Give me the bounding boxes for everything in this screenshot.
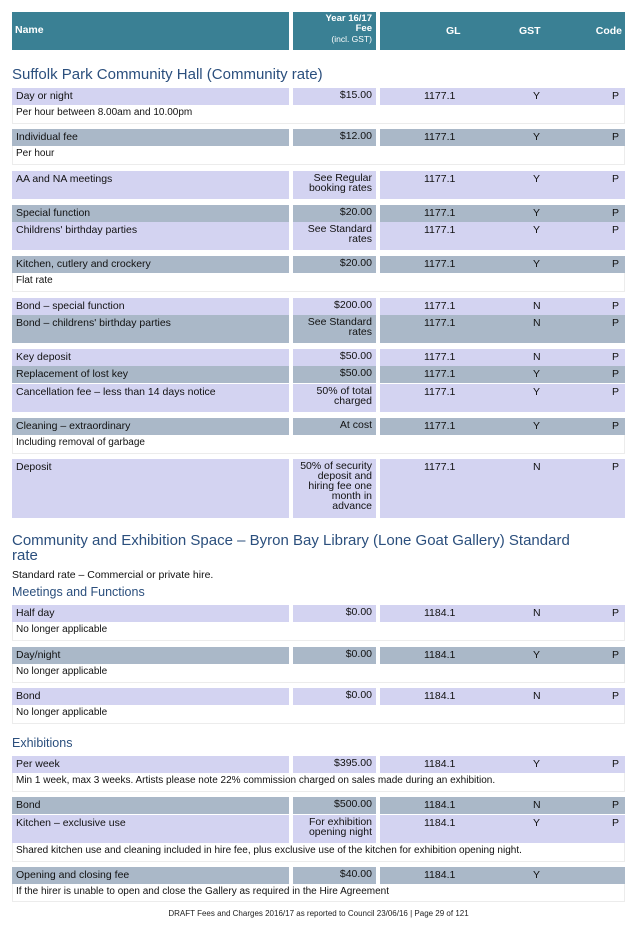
table-row	[12, 349, 625, 366]
row-fee: $50.00	[293, 366, 376, 383]
row-name: AA and NA meetings	[12, 171, 289, 199]
row-codes: 1184.1 Y P	[380, 756, 625, 773]
header-gst: GST	[519, 25, 541, 37]
table-row	[12, 867, 625, 884]
row-fee: $0.00	[293, 688, 376, 705]
page-footer: DRAFT Fees and Charges 2016/17 as reported to Council 23/06/16 | Page 29 of 121	[168, 909, 469, 918]
row-fee: $200.00	[293, 298, 376, 315]
table-row	[12, 815, 625, 843]
row-name: Bond	[12, 688, 289, 705]
header-fee	[293, 12, 376, 50]
row-codes: 1184.1 Y P	[380, 647, 625, 664]
row-name: Bond – childrens' birthday parties	[12, 315, 289, 343]
table-row	[12, 756, 625, 773]
row-codes: 1184.1 Y P	[380, 815, 625, 843]
row-name: Per week	[12, 756, 289, 773]
row-fee: $15.00	[293, 88, 376, 105]
row-codes: 1184.1 Y	[380, 867, 625, 884]
row-comment: If the hirer is unable to open and close the Gallery as required in the Hire Agreement	[12, 884, 625, 902]
row-codes: 1177.1 Y P	[380, 171, 625, 199]
header-gl: GL	[446, 25, 461, 37]
table-row	[12, 647, 625, 664]
row-fee: $0.00	[293, 605, 376, 622]
table-row	[12, 171, 625, 199]
table-row	[12, 418, 625, 435]
row-codes: 1184.1 N P	[380, 605, 625, 622]
row-codes: 1184.1 N P	[380, 688, 625, 705]
row-name: Individual fee	[12, 129, 289, 146]
row-name: Day or night	[12, 88, 289, 105]
table-row	[12, 256, 625, 273]
table-row	[12, 797, 625, 814]
row-fee: $12.00	[293, 129, 376, 146]
row-comment: No longer applicable	[12, 705, 625, 724]
row-comment: Min 1 week, max 3 weeks. Artists please note 22% commission charged on sales made during an exhibition.	[12, 773, 625, 792]
row-codes: 1177.1 N P	[380, 459, 625, 518]
row-fee: See Standard rates	[293, 315, 376, 343]
row-codes: 1177.1 Y P	[380, 366, 625, 383]
section-note: Standard rate – Commercial or private hire.	[12, 569, 214, 581]
row-name: Bond – special function	[12, 298, 289, 315]
row-name: Bond	[12, 797, 289, 814]
header-fee-line3: (incl. GST)	[331, 34, 372, 44]
subsection-title: Meetings and Functions	[12, 585, 145, 599]
table-header	[12, 12, 625, 50]
table-row	[12, 384, 625, 412]
row-name: Kitchen – exclusive use	[12, 815, 289, 843]
row-name: Replacement of lost key	[12, 366, 289, 383]
row-codes: 1177.1 N P	[380, 349, 625, 366]
row-fee: For exhibition opening night	[293, 815, 376, 843]
table-row	[12, 205, 625, 222]
header-code: Code	[595, 25, 622, 37]
table-row	[12, 298, 625, 315]
row-codes: 1177.1 Y P	[380, 88, 625, 105]
row-name: Half day	[12, 605, 289, 622]
table-row	[12, 88, 625, 105]
table-row	[12, 688, 625, 705]
row-name: Cancellation fee – less than 14 days notice	[12, 384, 289, 412]
table-row	[12, 222, 625, 250]
row-codes: 1177.1 Y P	[380, 205, 625, 222]
row-codes: 1177.1 N P	[380, 298, 625, 315]
row-fee: $20.00	[293, 256, 376, 273]
row-codes: 1177.1 Y P	[380, 418, 625, 435]
row-fee: See Standard rates	[293, 222, 376, 250]
row-fee: See Regular booking rates	[293, 171, 376, 199]
row-name: Special function	[12, 205, 289, 222]
row-fee: At cost	[293, 418, 376, 435]
table-row	[12, 129, 625, 146]
row-fee: 50% of total charged	[293, 384, 376, 412]
row-fee: $395.00	[293, 756, 376, 773]
row-codes: 1177.1 Y P	[380, 384, 625, 412]
row-fee: $50.00	[293, 349, 376, 366]
row-comment: Flat rate	[12, 273, 625, 292]
row-comment: No longer applicable	[12, 664, 625, 683]
row-name: Opening and closing fee	[12, 867, 289, 884]
header-fee-line2: Fee	[355, 23, 372, 34]
row-codes: 1177.1 Y P	[380, 129, 625, 146]
row-comment: Per hour	[12, 146, 625, 165]
row-comment: Including removal of garbage	[12, 435, 625, 454]
table-row	[12, 366, 625, 383]
row-fee: $40.00	[293, 867, 376, 884]
section-title: Community and Exhibition Space – Byron Bay Library (Lone Goat Gallery) Standard rate	[12, 532, 570, 564]
table-row	[12, 459, 625, 518]
row-name: Childrens' birthday parties	[12, 222, 289, 250]
row-name: Cleaning – extraordinary	[12, 418, 289, 435]
table-row	[12, 315, 625, 343]
section-title: Suffolk Park Community Hall (Community rate)	[12, 66, 323, 83]
row-comment: Per hour between 8.00am and 10.00pm	[12, 105, 625, 124]
subsection-title: Exhibitions	[12, 736, 73, 750]
row-fee: $0.00	[293, 647, 376, 664]
row-fee: $20.00	[293, 205, 376, 222]
row-codes: 1184.1 N P	[380, 797, 625, 814]
row-fee: 50% of security deposit and hiring fee one month in advance	[293, 459, 376, 518]
row-name: Deposit	[12, 459, 289, 518]
row-fee: $500.00	[293, 797, 376, 814]
header-codes	[380, 12, 625, 50]
table-row	[12, 605, 625, 622]
row-name: Key deposit	[12, 349, 289, 366]
row-codes: 1177.1 N P	[380, 315, 625, 343]
row-comment: No longer applicable	[12, 622, 625, 641]
header-fee-line1: Year 16/17	[325, 13, 372, 24]
row-codes: 1177.1 Y P	[380, 222, 625, 250]
row-name: Day/night	[12, 647, 289, 664]
row-comment: Shared kitchen use and cleaning included in hire fee, plus exclusive use of the kitchen for exhibition opening night.	[12, 843, 625, 862]
header-name: Name	[12, 12, 289, 50]
row-codes: 1177.1 Y P	[380, 256, 625, 273]
row-name: Kitchen, cutlery and crockery	[12, 256, 289, 273]
